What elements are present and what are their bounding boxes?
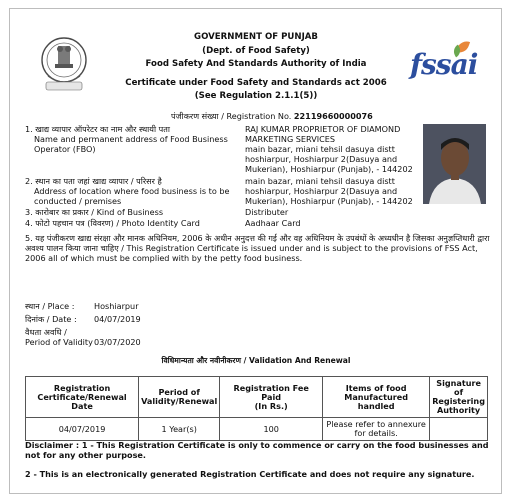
location-label-hindi: 2. स्थान का पता जहां खाद्य व्यापार / परिसर है: [25, 176, 162, 186]
cell-items: Please refer to annexure for details.: [323, 418, 430, 441]
header-text: Registration: [53, 382, 111, 393]
kind-of-business-label: 3. कारोबार का प्रकार / Kind of Business: [25, 207, 164, 217]
fbo-name-label-en-2: Operator (FBO): [34, 144, 96, 154]
cell-registration-date: 04/07/2019: [26, 418, 139, 441]
date-label: दिनांक / Date :: [25, 314, 77, 324]
header-certificate-title: Certificate under Food Safety and Standards act 2006: [125, 78, 387, 88]
registration-number-value: 22119660000076: [293, 111, 373, 121]
certificate-terms-paragraph: 5. यह पंजीकरण खाद्य संरक्षा और मानक अधिनियम, 2006 के अधीन अनुदत्त की गई और वह अधिनियम के उपबंधों के अध्यधीन है जिसका अनुज्ञप्तिधारी द्वारा अवश्य पालन किया जाना चाहिए / This Registration Certificate is issued under and is subject to the provisions of FSS Act, 2006 all of which must be complied with by the petty food business.: [25, 233, 490, 263]
place-value: Hoshiarpur: [94, 301, 139, 311]
table-header-row: [26, 377, 488, 418]
header-items-food: [323, 377, 430, 418]
header-text: Signature: [436, 378, 481, 388]
fbo-name-value-3: main bazar, miani tehsil dasuya distt: [245, 144, 395, 154]
header-text: Certificate/Renewal Date: [37, 391, 127, 411]
location-value-2: hoshiarpur, Hoshiarpur 2(Dasuya and: [245, 186, 398, 196]
validity-label-hindi: वैधता अवधि /: [25, 327, 67, 337]
fbo-name-value-1: RAJ KUMAR PROPRIETOR OF DIAMOND: [245, 124, 401, 134]
photo-id-label: 4. फोटो पहचान पत्र (विवरण) / Photo Identity Card: [25, 218, 200, 228]
registration-number-label: पंजीकरण संख्या / Registration No.: [171, 111, 292, 121]
fbo-name-label-hindi: 1. खाद्य व्यापार ऑपरेटर का नाम और स्थायी पता: [25, 124, 170, 134]
kind-of-business-value: Distributer: [245, 207, 289, 217]
header-text: Period of: [158, 387, 200, 397]
header-text: Validity/Renewal: [141, 396, 218, 406]
header-text: Authority: [437, 405, 481, 415]
header-fee-paid: [220, 377, 323, 418]
table-row: [26, 418, 488, 441]
header-department: (Dept. of Food Safety): [202, 46, 310, 56]
fbo-name-value-2: MARKETING SERVICES: [245, 134, 336, 144]
location-value-1: main bazar, miani tehsil dasuya distt: [245, 176, 395, 186]
validity-label-en: Period of Validity: [25, 337, 93, 347]
validity-value: 03/07/2020: [94, 337, 141, 347]
header-text: Registering: [432, 396, 485, 406]
fbo-name-value-5: Mukerian), Hoshiarpur (Punjab), - 144202: [245, 164, 413, 174]
header-text: Manufactured handled: [344, 391, 408, 411]
validation-renewal-title: विधिमान्यता और नवीनीकरण / Validation And Renewal: [161, 356, 351, 365]
fssai-logo-text: fssai: [410, 48, 478, 81]
header-signature: [430, 377, 488, 418]
cell-signature: [430, 418, 488, 441]
location-label-en: Address of location where food business is to be: [34, 186, 230, 196]
place-label: स्थान / Place :: [25, 301, 75, 311]
disclaimer-2: 2 - This is an electronically generated Registration Certificate and does not require any signature.: [25, 469, 475, 479]
location-value-3: Mukerian), Hoshiarpur (Punjab), - 144202: [245, 196, 413, 206]
cell-fee: 100: [220, 418, 323, 441]
photo-id-value: Aadhaar Card: [245, 218, 301, 228]
fbo-photo: [423, 124, 486, 204]
header-authority: Food Safety And Standards Authority of India: [145, 59, 367, 69]
header-period-validity: [139, 377, 220, 418]
cell-period: 1 Year(s): [139, 418, 220, 441]
fbo-name-label-en: Name and permanent address of Food Business: [34, 134, 228, 144]
header-government: GOVERNMENT OF PUNJAB: [194, 32, 318, 42]
validation-renewal-table: [25, 376, 488, 441]
header-text: (In Rs.): [254, 400, 288, 411]
location-label-en-2: conducted / premises: [34, 196, 122, 206]
header-text: of: [454, 387, 464, 397]
header-text: Items of food: [345, 382, 407, 393]
header-text: Registration Fee Paid: [233, 382, 309, 402]
header-regulation: (See Regulation 2.1.1(5)): [194, 91, 318, 101]
fbo-name-value-4: hoshiarpur, Hoshiarpur 2(Dasuya and: [245, 154, 398, 164]
registration-number-row: [171, 111, 373, 121]
header-registration-date: [26, 377, 139, 418]
disclaimer-1: Disclaimer : 1 - This Registration Certificate is only to commence or carry on the food businesses and not for any other purpose.: [25, 440, 489, 460]
date-value: 04/07/2019: [94, 314, 141, 324]
